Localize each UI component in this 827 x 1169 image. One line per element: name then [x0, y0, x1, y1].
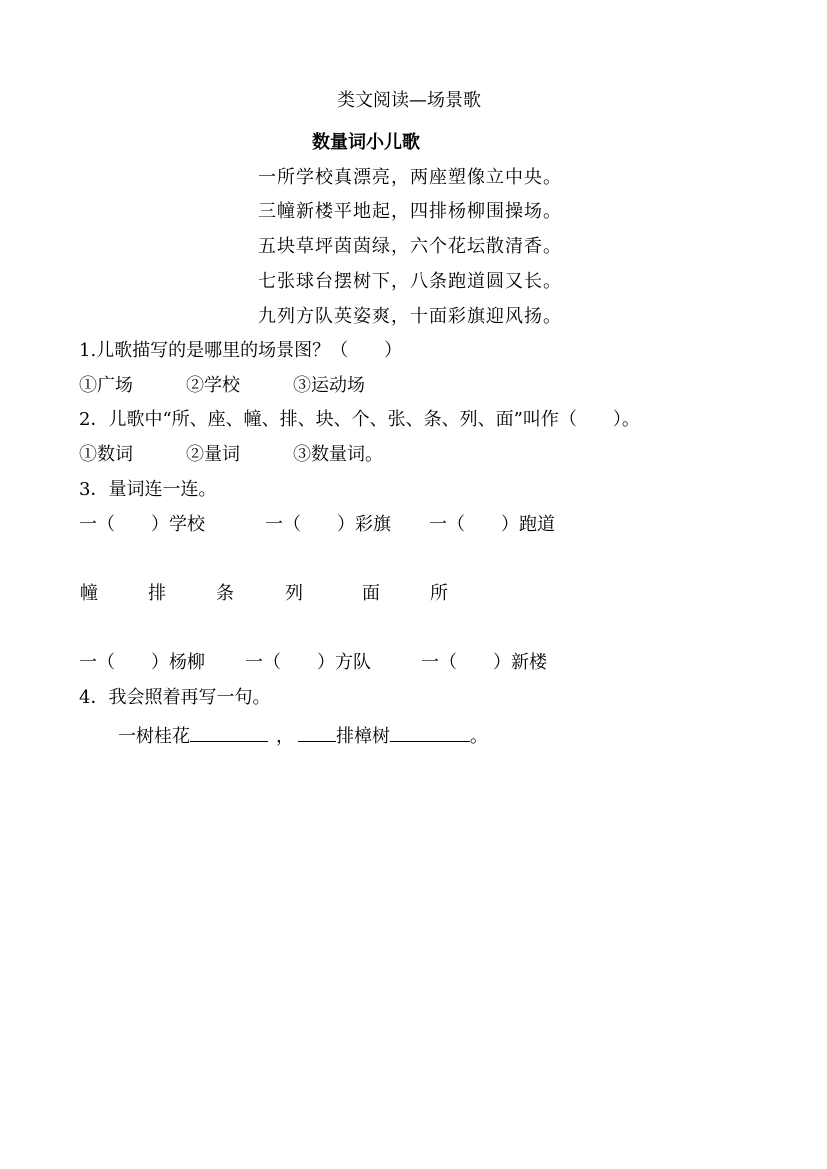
measure-word[interactable]: 列	[285, 583, 303, 604]
match-item-top[interactable]: 一（ ）彩旗	[265, 514, 391, 535]
measure-word[interactable]: 所	[430, 583, 448, 604]
answer-blank-2[interactable]	[298, 725, 336, 742]
poem-line: 七张球台摆树下，八条跑道圆又长。	[258, 271, 562, 292]
q1-option-2[interactable]: ②学校	[186, 375, 240, 396]
match-item-bottom[interactable]: 一（ ）杨柳	[79, 652, 205, 673]
answer-blank-1[interactable]	[190, 725, 268, 742]
q2-option-2[interactable]: ②量词	[186, 444, 240, 465]
question-1: 1.儿歌描写的是哪里的场景图？（ ）	[79, 340, 403, 361]
question-4: 4．我会照着再写一句。	[79, 687, 271, 708]
match-item-top[interactable]: 一（ ）跑道	[429, 514, 555, 535]
match-item-bottom[interactable]: 一（ ）方队	[245, 652, 371, 673]
poem-line: 五块草坪茵茵绿，六个花坛散清香。	[258, 236, 562, 257]
sentence-end: 。	[470, 726, 488, 747]
poem-line: 九列方队英姿爽，十面彩旗迎风扬。	[258, 306, 562, 327]
question-2: 2．儿歌中“所、座、幢、排、块、个、张、条、列、面”叫作（ ）。	[79, 409, 640, 430]
poem-line: 三幢新楼平地起，四排杨柳围操场。	[258, 201, 562, 222]
poem-title: 数量词小儿歌	[312, 132, 420, 153]
question-3: 3．量词连一连。	[79, 479, 217, 500]
measure-word[interactable]: 幢	[80, 583, 98, 604]
q2-option-3[interactable]: ③数量词。	[293, 444, 383, 465]
match-item-top[interactable]: 一（ ）学校	[79, 514, 205, 535]
q2-option-1[interactable]: ①数词	[79, 444, 133, 465]
sentence-part-2: 排樟树	[336, 726, 390, 747]
sentence-comma: ，	[276, 726, 294, 747]
poem-line: 一所学校真漂亮，两座塑像立中央。	[258, 167, 562, 188]
measure-word[interactable]: 排	[148, 583, 166, 604]
imitation-sentence	[118, 725, 488, 746]
match-item-bottom[interactable]: 一（ ）新楼	[421, 652, 547, 673]
q1-option-1[interactable]: ①广场	[79, 375, 133, 396]
q1-option-3[interactable]: ③运动场	[293, 375, 365, 396]
sentence-part-1: 一树桂花	[118, 726, 190, 747]
answer-blank-3[interactable]	[390, 725, 470, 742]
page-title: 类文阅读—场景歌	[337, 90, 481, 111]
measure-word[interactable]: 条	[216, 583, 234, 604]
measure-word[interactable]: 面	[362, 583, 380, 604]
